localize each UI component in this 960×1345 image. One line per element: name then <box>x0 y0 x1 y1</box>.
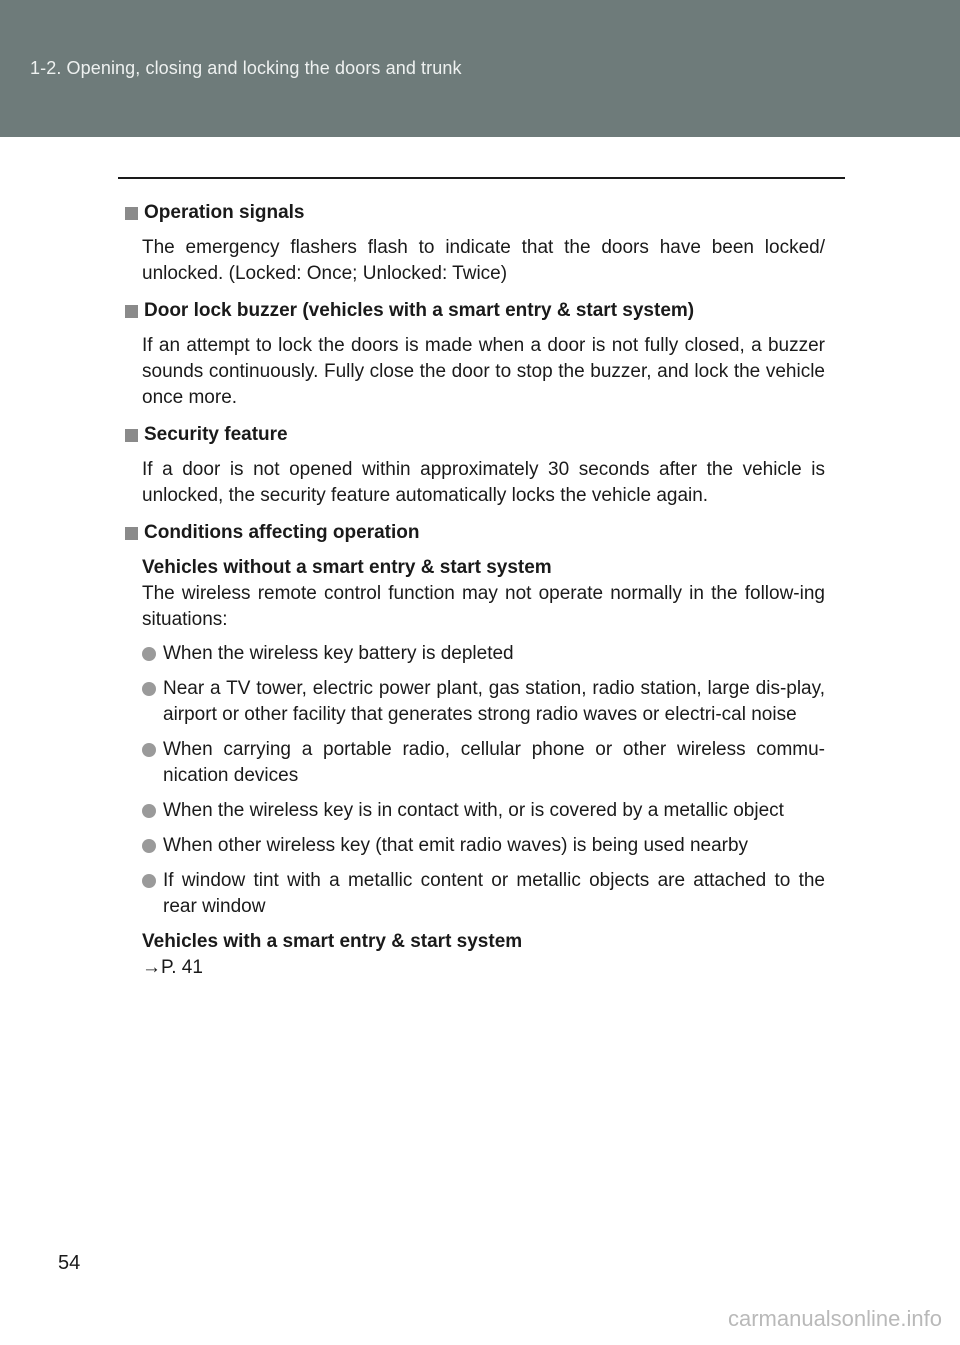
subsection-heading: Vehicles with a smart entry & start system <box>142 931 523 952</box>
section-heading: Operation signals <box>144 202 305 223</box>
list-item: If window tint with a metallic content or metallic objects are attached to the rear window <box>142 868 825 920</box>
watermark: carmanualsonline.info <box>727 1306 942 1331</box>
section-body: If an attempt to lock the doors is made when a door is not fully closed, a buzzer sounds continuously. Fully close the door to stop the buzzer, and lock the vehicle once more. <box>142 335 825 408</box>
chapter-title: 1-2. Opening, closing and locking the doors and trunk <box>30 58 462 78</box>
chapter-header <box>0 0 960 137</box>
round-bullet-icon <box>142 647 156 661</box>
page-reference: →P. 41 <box>142 957 203 978</box>
condition-list <box>142 641 825 920</box>
square-bullet-icon <box>125 527 138 540</box>
divider-rule <box>118 177 845 179</box>
subsection-body: The wireless remote control function may not operate normally in the follow-ing situations: <box>142 583 825 630</box>
page-content <box>125 199 825 991</box>
list-item: When the wireless key battery is depleted <box>142 641 825 667</box>
section-door-lock-buzzer <box>125 297 825 411</box>
round-bullet-icon <box>142 839 156 853</box>
page-number: 54 <box>58 1252 81 1274</box>
round-bullet-icon <box>142 682 156 696</box>
square-bullet-icon <box>125 305 138 318</box>
section-operation-signals <box>125 199 825 287</box>
round-bullet-icon <box>142 804 156 818</box>
section-body: If a door is not opened within approximately 30 seconds after the vehicle is unlocked, the security feature automatically locks the vehicle again. <box>142 459 825 506</box>
square-bullet-icon <box>125 207 138 220</box>
section-conditions <box>125 519 825 981</box>
round-bullet-icon <box>142 743 156 757</box>
square-bullet-icon <box>125 429 138 442</box>
list-item: When other wireless key (that emit radio waves) is being used nearby <box>142 833 825 859</box>
section-security-feature <box>125 421 825 509</box>
list-item: When carrying a portable radio, cellular phone or other wireless commu-nication devices <box>142 737 825 789</box>
section-heading: Door lock buzzer (vehicles with a smart entry & start system) <box>144 300 695 321</box>
round-bullet-icon <box>142 874 156 888</box>
section-heading: Conditions affecting operation <box>144 522 420 543</box>
list-item: Near a TV tower, electric power plant, gas station, radio station, large dis-play, airport or other facility that generates strong radio waves or electri-cal noise <box>142 676 825 728</box>
subsection-heading: Vehicles without a smart entry & start system <box>142 557 552 578</box>
section-heading: Security feature <box>144 424 288 445</box>
list-item: When the wireless key is in contact with, or is covered by a metallic object <box>142 798 825 824</box>
section-body: The emergency flashers flash to indicate that the doors have been locked/ unlocked. (Locked: Once; Unlocked: Twice) <box>142 237 825 284</box>
